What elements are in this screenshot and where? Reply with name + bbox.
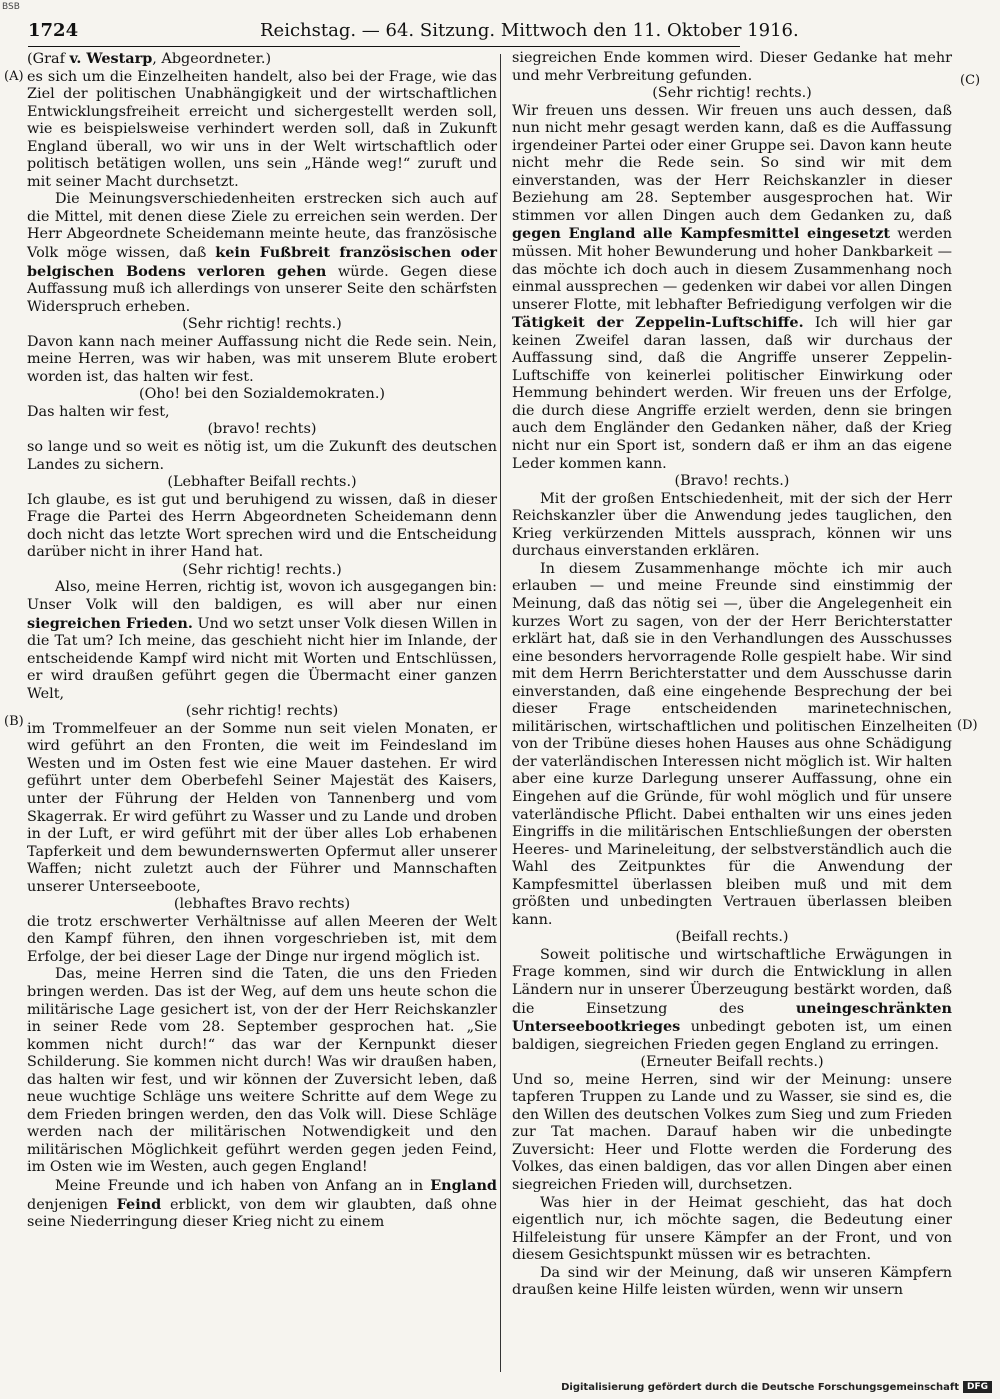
emphasis-text: gegen England alle Kampfesmittel eingesetzt <box>512 225 891 243</box>
interjection <box>27 896 497 914</box>
dfg-logo: DFG <box>963 1381 992 1393</box>
text-column-left <box>27 50 497 1232</box>
interjection <box>512 929 952 947</box>
margin-marker-b: (B) <box>4 714 24 729</box>
footer-credit <box>561 1381 992 1393</box>
paragraph <box>27 50 497 69</box>
text-run: Was hier in der Heimat geschieht, das hat doch eigentlich nur, ich möchte sagen, die Bedeutung einer Hilfeleistung für unsere Kämpfer an der Front, und von diesem Gesichtspunkt müssen wir es betrachten. <box>512 1194 952 1264</box>
text-run: Und so, meine Herren, sind wir der Meinung: unsere tapferen Truppen zu Lande und zu Wasser, sie sind es, die den Willen des deutschen Volkes zum Sieg und zum Frieden zur Tat machen. Darauf haben wir die unbedingte Zuversicht: Heer und Flotte werden die Forderung des Volkes, das einen baldigen, das vor allen Dingen aber einen siegreichen Frieden will, durchsetzen. <box>512 1071 952 1193</box>
paragraph <box>512 491 952 561</box>
text-run: Das halten wir fest, <box>27 403 170 420</box>
paragraph <box>512 561 952 929</box>
margin-marker-c: (C) <box>960 73 981 88</box>
paragraph <box>512 50 952 85</box>
emphasis-text: Tätigkeit der Zeppelin-Luftschiffe. <box>512 314 804 332</box>
text-run: werden müssen. Mit hoher Bewunderung und hoher Dankbarkeit — das möchte ich doch auch in diesem Zusammenhang noch einmal aussprechen — gedenken wir dabei vor allen Dingen unserer Flotte, mit lebhafter Befriedigung verfolgen wir die <box>512 226 952 313</box>
emphasis-text: kein Fußbreit französischen oder belgischen Bodens verloren gehen <box>27 244 497 280</box>
emphasis-text: uneingeschränkten Unterseebootkrieges <box>512 999 952 1036</box>
page-number: 1724 <box>28 20 79 41</box>
text-run: (lebhaftes Bravo rechts) <box>173 896 351 913</box>
interjection <box>512 473 952 491</box>
paragraph <box>512 1265 952 1300</box>
text-run: (Oho! bei den Sozialdemokraten.) <box>138 386 386 403</box>
text-run: Wir freuen uns dessen. Wir freuen uns auch dessen, daß nun nicht mehr gesagt werden kann, daß es die Auffassung irgendeiner Partei oder einer Gruppe sei. Davon kann heute nicht mehr die Rede sein. So sind wir mit dem einverstanden, was der Herr Reichskanzler in dieser Beziehung am 28. September ausgesprochen hat. Wir stimmen vor allen Dingen auch dem Gedanken zu, daß <box>512 102 952 224</box>
text-run: unbedingt geboten ist, um einen baldigen, siegreichen Frieden gegen England zu erringen. <box>512 1019 952 1053</box>
paragraph <box>27 579 497 703</box>
text-run: Meine Freunde und ich haben von Anfang an in <box>55 1178 431 1194</box>
margin-marker-a: (A) <box>4 69 24 84</box>
paragraph <box>27 1177 497 1232</box>
text-run: (Bravo! rechts.) <box>674 473 790 490</box>
paragraph <box>27 334 497 387</box>
page-title: Reichstag. — 64. Sitzung. Mittwoch den 11. Oktober 1916. <box>260 20 799 41</box>
text-run: erblickt, von dem wir glaubten, daß ohne seine Niederringung dieser Krieg nicht zu einem <box>27 1196 497 1231</box>
text-run: Das, meine Herren sind die Taten, die uns den Frieden bringen werden. Das ist der Weg, auf dem uns heute schon die militärische Lage gesichert ist, von der der Herr Reichskanzler in seiner Rede vom 28. September gesprochen hat. „Sie kommen nicht durch!“ das war der Kernpunkt dieser Schilderung. Sie kommen nicht durch! Was wir draußen haben, das halten wir fest, und wir können der Zuversicht leben, daß neue wuchtige Schläge uns weitere Schritte auf dem Wege zu dem Frieden bringen werden, den das Volk will. Diese Schläge werden nach der militärischen Notwendigkeit und den militärischen Möglichkeit geführt werden gegen jeden Feind, im Osten wie im Westen, auch gegen England! <box>27 966 497 1176</box>
emphasis-text: England <box>430 1177 497 1194</box>
text-run: (sehr richtig! rechts) <box>185 703 339 720</box>
library-tag: BSB <box>2 2 20 12</box>
text-run: Davon kann nach meiner Auffassung nicht die Rede sein. Nein, meine Herren, was wir haben, was mit unserem Blute erobert worden ist, das halten wir fest. <box>27 333 497 385</box>
text-run: Mit der großen Entschiedenheit, mit der sich der Herr Reichskanzler über die Anwendung jedes tauglichen, den Krieg verkürzenden Mittels aussprach, können wir uns durchaus einverstanden erklären. <box>512 490 952 560</box>
paragraph <box>27 966 497 1177</box>
paragraph <box>27 721 497 896</box>
text-run: In diesem Zusammenhange möchte ich mir auch erlauben — und meine Freunde sind einstimmig der Meinung, daß das nötig sei —, über die Angelegenheit ein kurzes Wort zu sagen, von der der Herr Berichterstatter erklärt hat, daß sie in den Verhandlungen des Ausschusses eine besonders hervorragende Rolle gespielt habe. Wir sind mit dem Herrn Berichterstatter und dem Ausschusse darin einverstanden, daß eine eingehende Besprechung der bei dieser Frage entscheidenden marinetechnischen, militärischen, wirtschaftlichen und politischen Einzelheiten von der Tribüne dieses hohen Hauses aus ohne Schädigung der vaterländischen Interessen nicht möglich ist. Wir halten aber eine kurze Darlegung unserer Auffassung, ohne ein Eingehen auf die Gründe, für wohl möglich und für unsere vaterländische Pflicht. Dabei enthalten wir uns eines jeden Eingriffs in die militärischen Entschließungen der obersten Heeres- und Marineleitung, der selbstverständlich auch die Wahl des Zeitpunktes für die Anwendung der Kampfesmittel überlassen bleiben muß und mit dem größten und unbedingten Vertrauen überlassen bleiben kann. <box>512 560 952 928</box>
paragraph <box>27 914 497 967</box>
paragraph <box>27 492 497 562</box>
paragraph <box>512 103 952 473</box>
text-run: Soweit politische und wirtschaftliche Erwägungen in Frage kommen, sind wir durch die Entwicklung in allen Ländern nur in unserer Überzeugung bestärkt worden, daß die Einsetzung des <box>512 946 952 1017</box>
interjection <box>27 386 497 404</box>
text-run: im Trommelfeuer an der Somme nun seit vielen Monaten, er wird geführt an den Fronten, die weit im Feindesland im Westen und im Osten fest wie eine Mauer dastehen. Er wird geführt unter dem Oberbefehl Seiner Majestät des Kaisers, unter der Führung der Helden von Tannenberg und vom Skagerrak. Er wird geführt zu Wasser und zu Lande und droben in der Luft, er wird geführt mit der über alles Lob erhabenen Tapferkeit und dem bewundernswerten Opfermut aller unserer Waffen; nicht zuletzt auch der Führer und Mannschaften unserer Unterseeboote, <box>27 720 497 895</box>
interjection <box>27 421 497 439</box>
paragraph <box>27 69 497 192</box>
paragraph <box>512 1072 952 1195</box>
footer-text: Digitalisierung gefördert durch die Deutsche Forschungsgemeinschaft <box>561 1381 959 1393</box>
text-run: (Beifall rechts.) <box>675 929 789 946</box>
text-column-right <box>512 50 952 1300</box>
text-run: so lange und so weit es nötig ist, um die Zukunft des deutschen Landes zu sichern. <box>27 439 497 473</box>
interjection <box>27 316 497 334</box>
text-run: , Abgeordneter.) <box>152 51 272 67</box>
emphasis-text: Feind <box>116 1195 162 1213</box>
margin-marker-d: (D) <box>957 718 978 733</box>
text-run: (Sehr richtig! rechts.) <box>652 85 812 102</box>
interjection <box>27 562 497 580</box>
paragraph <box>512 1195 952 1265</box>
text-run: die trotz erschwerter Verhältnisse auf allen Meeren der Welt den Kampf führen, den ihnen vorgeschrieben ist, mit dem Erfolge, der bei dieser Lage der Dinge nur irgend möglich ist. <box>27 913 497 965</box>
text-run: (Graf <box>27 51 70 67</box>
text-run: es sich um die Einzelheiten handelt, also bei der Frage, wie das Ziel der politischen Unabhängigkeit und der wirtschaftlichen Entwicklungsfreiheit erreicht und sichergestellt werden soll, wie es beispielsweise verhindert werden soll, daß in Zukunft England überall, wo wir uns in der Welt wirtschaftlich oder politisch betätigen wollen, uns sein „Hände weg!“ zuruft und mit seiner Macht durchsetzt. <box>27 68 497 190</box>
text-run: Und wo setzt unser Volk diesen Willen in die Tat um? Ich meine, das geschieht nicht hier im Inlande, der entscheidende Kampf wird nicht mit Worten und Entschlüssen, er wird draußen geführt gegen die Übermacht einer ganzen Welt, <box>27 615 498 702</box>
column-divider <box>500 54 501 1372</box>
text-run: Ich glaube, es ist gut und beruhigend zu wissen, daß in dieser Frage die Partei des Herrn Abgeordneten Scheidemann denn doch nicht das letzte Wort sprechen wird und die Entscheidung darüber nicht in ihrer Hand hat. <box>27 491 497 561</box>
interjection <box>27 703 497 721</box>
text-run: Also, meine Herren, richtig ist, wovon ich ausgegangen bin: Unser Volk will den baldigen, es will aber nur einen <box>27 579 497 613</box>
emphasis-text: v. Westarp <box>69 50 153 67</box>
paragraph <box>27 191 497 316</box>
interjection <box>27 474 497 492</box>
emphasis-text: siegreichen Frieden. <box>27 614 193 632</box>
text-run: siegreichen Ende kommen wird. Dieser Gedanke hat mehr und mehr Verbreitung gefunden. <box>512 50 952 84</box>
text-run: (Lebhafter Beifall rechts.) <box>167 474 357 491</box>
text-run: Da sind wir der Meinung, daß wir unseren Kämpfern draußen keine Hilfe leisten würden, wenn wir unsern <box>512 1264 952 1299</box>
text-run: würde. Gegen diese Auffassung muß ich allerdings von unserer Seite den schärfsten Widerspruch erheben. <box>27 263 497 315</box>
text-run: (Erneuter Beifall rechts.) <box>640 1054 824 1071</box>
paragraph <box>27 404 497 422</box>
text-run: Die Meinungsverschiedenheiten erstrecken sich auch auf die Mittel, mit denen diese Ziele zu erreichen sein werden. Der Herr Abgeordnete Scheidemann meinte heute, das französische Volk möge wissen, daß <box>27 191 497 262</box>
text-run: Ich will hier gar keinen Zweifel daran lassen, daß wir durchaus der Auffassung sind, daß die Angriffe unserer Zeppelin-Luftschiffe von keinerlei politischer Einwirkung oder Hemmung behindert werden. Wir freuen uns der Erfolge, die durch diese Angriffe erzielt werden, denn sie bringen auch dem Engländer den Gedanken näher, daß der Krieg nicht nur ein Sport ist, sondern daß er ihm an das eigene Leder kommen kann. <box>512 315 952 472</box>
page-header <box>28 20 799 47</box>
interjection <box>512 85 952 103</box>
text-run: (Sehr richtig! rechts.) <box>182 561 342 578</box>
text-run: (bravo! rechts) <box>207 421 317 438</box>
paragraph <box>27 439 497 474</box>
text-run: (Sehr richtig! rechts.) <box>182 316 342 333</box>
paragraph <box>512 947 952 1054</box>
interjection <box>512 1054 952 1072</box>
text-run: denjenigen <box>27 1196 117 1213</box>
